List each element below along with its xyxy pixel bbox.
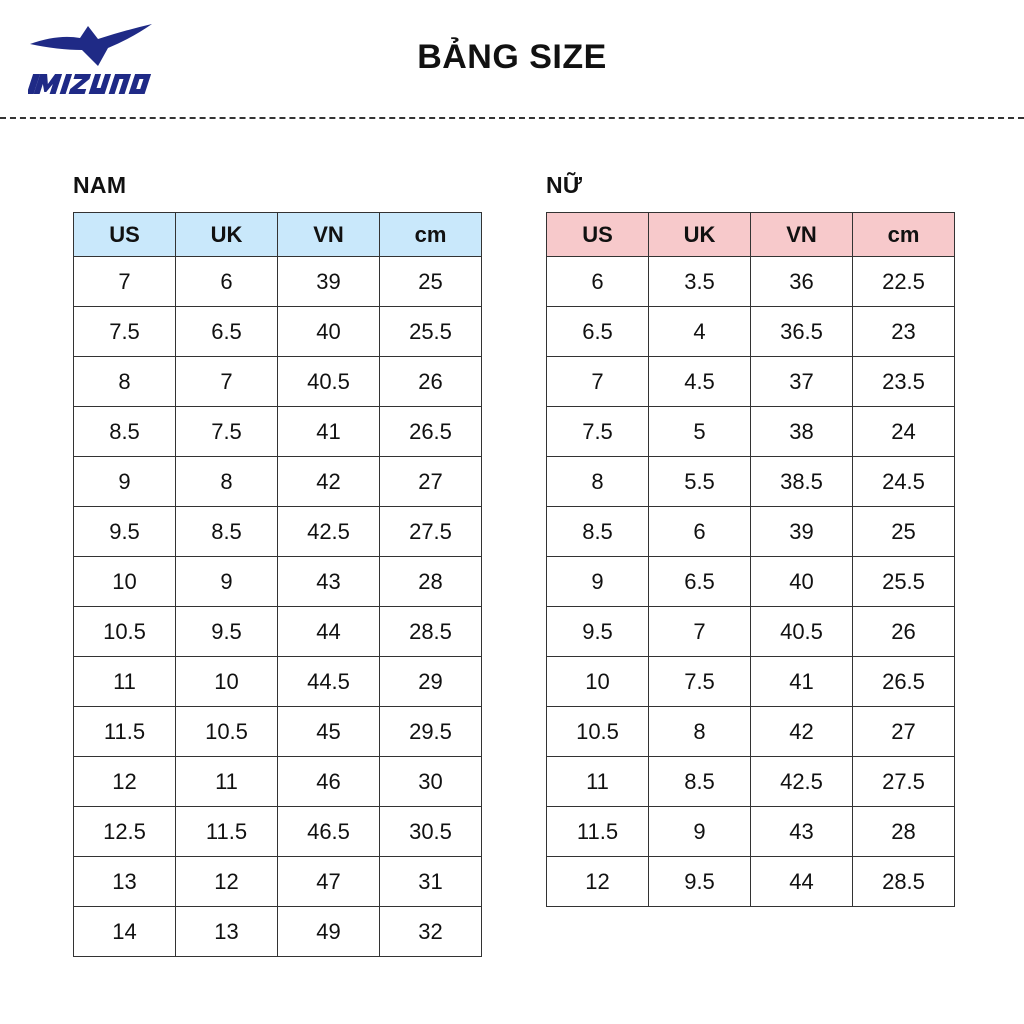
table-cell: 38 [751, 407, 853, 457]
table-row [547, 257, 955, 307]
table-cell: 42 [751, 707, 853, 757]
table-cell: 13 [74, 857, 176, 907]
table-row [74, 757, 482, 807]
table-cell: 38.5 [751, 457, 853, 507]
table-cell: 29 [380, 657, 482, 707]
table-cell: 42.5 [278, 507, 380, 557]
women-column-header: cm [853, 213, 955, 257]
table-cell: 12 [547, 857, 649, 907]
table-cell: 40 [751, 557, 853, 607]
table-row [74, 557, 482, 607]
table-cell: 22.5 [853, 257, 955, 307]
table-row [74, 907, 482, 957]
table-cell: 4 [649, 307, 751, 357]
table-row [547, 307, 955, 357]
table-cell: 6 [547, 257, 649, 307]
table-cell: 40 [278, 307, 380, 357]
table-cell: 27 [853, 707, 955, 757]
table-cell: 26.5 [380, 407, 482, 457]
table-cell: 44 [751, 857, 853, 907]
table-cell: 28 [853, 807, 955, 857]
table-cell: 23 [853, 307, 955, 357]
table-row [547, 857, 955, 907]
table-row [547, 607, 955, 657]
table-cell: 40.5 [278, 357, 380, 407]
table-row [547, 557, 955, 607]
page-title: BẢNG SIZE [417, 38, 607, 76]
men-header-row [74, 213, 482, 257]
table-cell: 9 [649, 807, 751, 857]
table-cell: 37 [751, 357, 853, 407]
table-cell: 10.5 [176, 707, 278, 757]
table-cell: 9.5 [74, 507, 176, 557]
table-row [74, 357, 482, 407]
table-cell: 28.5 [853, 857, 955, 907]
table-cell: 11 [176, 757, 278, 807]
table-cell: 8 [547, 457, 649, 507]
table-cell: 36.5 [751, 307, 853, 357]
table-row [547, 757, 955, 807]
men-column-header: US [74, 213, 176, 257]
table-cell: 24 [853, 407, 955, 457]
table-cell: 5 [649, 407, 751, 457]
table-row [74, 857, 482, 907]
table-cell: 30 [380, 757, 482, 807]
table-cell: 42.5 [751, 757, 853, 807]
table-cell: 5.5 [649, 457, 751, 507]
table-cell: 6.5 [547, 307, 649, 357]
table-cell: 6 [649, 507, 751, 557]
table-row [547, 457, 955, 507]
table-row [74, 507, 482, 557]
table-cell: 14 [74, 907, 176, 957]
table-cell: 32 [380, 907, 482, 957]
table-cell: 10.5 [74, 607, 176, 657]
table-cell: 10 [547, 657, 649, 707]
table-cell: 7 [176, 357, 278, 407]
table-cell: 8.5 [74, 407, 176, 457]
women-header-row [547, 213, 955, 257]
table-cell: 7.5 [649, 657, 751, 707]
table-cell: 25.5 [853, 557, 955, 607]
table-cell: 27 [380, 457, 482, 507]
table-cell: 43 [751, 807, 853, 857]
women-column-header: US [547, 213, 649, 257]
table-cell: 27.5 [380, 507, 482, 557]
table-cell: 8.5 [176, 507, 278, 557]
table-row [74, 407, 482, 457]
table-cell: 8 [176, 457, 278, 507]
women-column-header: UK [649, 213, 751, 257]
men-table-body [74, 257, 482, 957]
table-cell: 39 [751, 507, 853, 557]
table-cell: 8.5 [649, 757, 751, 807]
table-cell: 6.5 [649, 557, 751, 607]
table-row [547, 707, 955, 757]
table-cell: 41 [278, 407, 380, 457]
table-cell: 8.5 [547, 507, 649, 557]
table-cell: 7 [649, 607, 751, 657]
table-cell: 7 [547, 357, 649, 407]
table-cell: 29.5 [380, 707, 482, 757]
table-row [547, 507, 955, 557]
men-size-section [73, 170, 482, 957]
table-cell: 25 [380, 257, 482, 307]
table-cell: 47 [278, 857, 380, 907]
table-row [74, 457, 482, 507]
table-cell: 46 [278, 757, 380, 807]
table-cell: 10 [74, 557, 176, 607]
table-row [74, 707, 482, 757]
table-cell: 7.5 [176, 407, 278, 457]
table-cell: 11 [547, 757, 649, 807]
table-cell: 7.5 [547, 407, 649, 457]
table-cell: 26 [853, 607, 955, 657]
table-cell: 41 [751, 657, 853, 707]
table-cell: 8 [74, 357, 176, 407]
men-column-header: UK [176, 213, 278, 257]
table-cell: 28.5 [380, 607, 482, 657]
table-cell: 11.5 [74, 707, 176, 757]
table-row [547, 807, 955, 857]
table-cell: 43 [278, 557, 380, 607]
table-cell: 25.5 [380, 307, 482, 357]
table-cell: 9.5 [547, 607, 649, 657]
table-cell: 36 [751, 257, 853, 307]
men-column-header: cm [380, 213, 482, 257]
table-row [74, 657, 482, 707]
men-size-table [73, 212, 482, 957]
table-cell: 11 [74, 657, 176, 707]
table-cell: 9.5 [176, 607, 278, 657]
table-cell: 27.5 [853, 757, 955, 807]
table-cell: 49 [278, 907, 380, 957]
table-cell: 45 [278, 707, 380, 757]
table-cell: 23.5 [853, 357, 955, 407]
table-cell: 26 [380, 357, 482, 407]
table-cell: 9 [176, 557, 278, 607]
table-cell: 24.5 [853, 457, 955, 507]
table-cell: 25 [853, 507, 955, 557]
table-cell: 3.5 [649, 257, 751, 307]
women-section-label: NỮ [546, 172, 583, 198]
women-column-header: VN [751, 213, 853, 257]
table-row [74, 607, 482, 657]
table-cell: 39 [278, 257, 380, 307]
dashed-divider [0, 117, 1024, 119]
women-size-section [546, 170, 955, 907]
table-cell: 44.5 [278, 657, 380, 707]
table-cell: 12.5 [74, 807, 176, 857]
table-cell: 6.5 [176, 307, 278, 357]
table-row [74, 807, 482, 857]
table-row [74, 307, 482, 357]
table-cell: 11.5 [547, 807, 649, 857]
table-cell: 7.5 [74, 307, 176, 357]
table-cell: 31 [380, 857, 482, 907]
table-cell: 9 [547, 557, 649, 607]
table-cell: 9.5 [649, 857, 751, 907]
table-cell: 46.5 [278, 807, 380, 857]
table-cell: 40.5 [751, 607, 853, 657]
table-cell: 9 [74, 457, 176, 507]
table-cell: 4.5 [649, 357, 751, 407]
table-cell: 26.5 [853, 657, 955, 707]
table-cell: 30.5 [380, 807, 482, 857]
table-cell: 28 [380, 557, 482, 607]
table-cell: 10 [176, 657, 278, 707]
table-row [547, 657, 955, 707]
women-table-body [547, 257, 955, 907]
table-cell: 7 [74, 257, 176, 307]
table-cell: 44 [278, 607, 380, 657]
women-size-table [546, 212, 955, 907]
table-row [74, 257, 482, 307]
table-cell: 13 [176, 907, 278, 957]
men-column-header: VN [278, 213, 380, 257]
men-section-label: NAM [73, 172, 127, 198]
table-row [547, 407, 955, 457]
table-cell: 42 [278, 457, 380, 507]
table-cell: 12 [176, 857, 278, 907]
table-cell: 12 [74, 757, 176, 807]
table-cell: 6 [176, 257, 278, 307]
table-cell: 8 [649, 707, 751, 757]
table-cell: 10.5 [547, 707, 649, 757]
table-row [547, 357, 955, 407]
table-cell: 11.5 [176, 807, 278, 857]
